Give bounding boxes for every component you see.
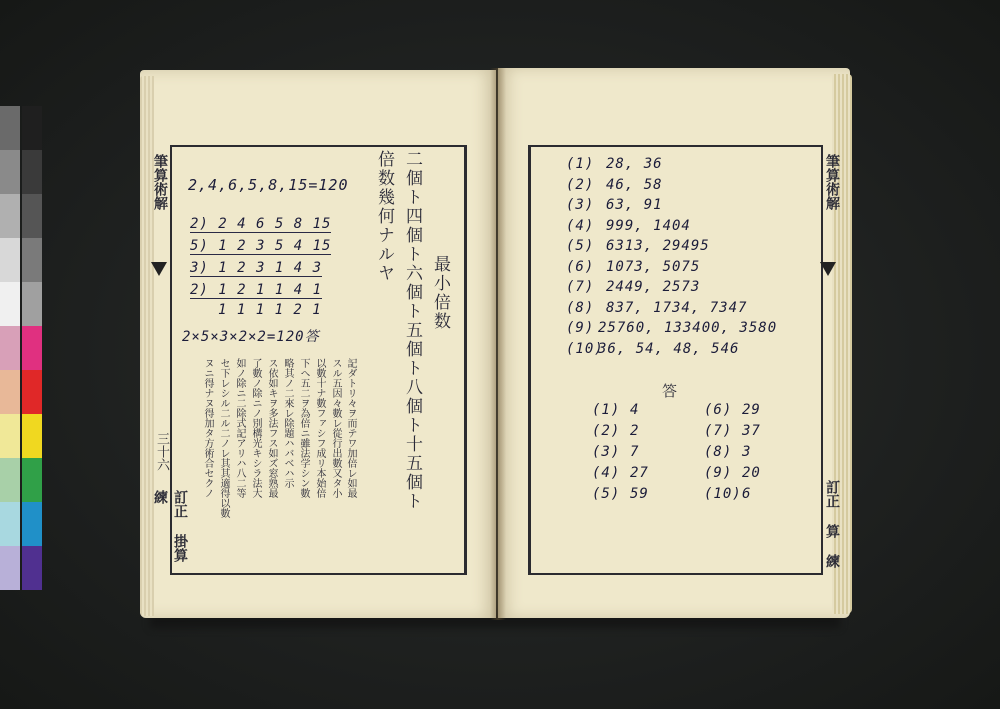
work-line-3: 5) 1 2 3 5 4 15 — [190, 238, 332, 254]
problem-values: 1073, 5075 — [606, 258, 701, 275]
problem-number: (2) — [566, 176, 595, 193]
right-triangle-mark — [820, 262, 836, 276]
color-swatch — [22, 282, 42, 326]
note-col-9: セ下レシル二ル二ノレ其其適得以數 — [218, 358, 229, 518]
color-swatch — [0, 194, 20, 238]
problem-values: 63, 91 — [606, 197, 663, 213]
answer-value: 20 — [742, 465, 761, 481]
work-line-2: 2) 2 4 6 5 8 15 — [190, 216, 332, 232]
problem-values: 6313, 29495 — [606, 238, 710, 254]
problem-values: 36, 54, 48, 546 — [598, 340, 740, 357]
question-text: 二個ト四個ト六個ト五個ト八個ト十五個ト — [402, 150, 422, 511]
book-gutter — [490, 68, 506, 620]
color-swatch — [22, 106, 42, 150]
right-hashira-footer: 訂正 算 練 — [824, 480, 840, 568]
answer-number: (6) — [704, 402, 733, 418]
problem-values: 2449, 2573 — [606, 279, 701, 295]
answer-value: 27 — [630, 465, 649, 481]
problem-number: (1) — [566, 156, 595, 172]
color-swatch — [0, 282, 20, 326]
answer-number: (1) — [592, 402, 621, 418]
work-line-5: 2) 1 2 1 1 4 1 — [190, 282, 323, 298]
question-ask: 倍数幾何ナルヤ — [374, 150, 394, 283]
color-swatch — [0, 370, 20, 414]
color-swatch — [0, 546, 20, 590]
answer-value: 2 — [630, 423, 640, 439]
work-line-4: 3) 1 2 3 1 4 3 — [190, 260, 323, 276]
note-col-4: 下へ五二ヲ為倍ニ雖法学シン數 — [298, 358, 309, 498]
problem-number: (6) — [566, 258, 595, 275]
answer-number: (8) — [704, 444, 733, 460]
problem-number: (7) — [566, 279, 595, 295]
answer-number: (9) — [704, 465, 733, 481]
color-swatch — [0, 238, 20, 282]
left-triangle-mark — [151, 262, 167, 276]
answer-value: 37 — [742, 423, 761, 439]
left-hashira-title: 筆算術解 — [152, 154, 168, 210]
problem-values: 28, 36 — [606, 156, 663, 172]
color-swatch — [22, 238, 42, 282]
note-col-7: 了數ノ除ニノ別構光キシラ法大 — [250, 358, 261, 498]
note-col-5: 略其ノ二來レ除題ハバベハ示 — [282, 358, 293, 488]
answer-value: 7 — [630, 444, 640, 460]
note-col-10: ヌニ得ナヌ得加タ方術合セクノ — [202, 358, 213, 498]
color-swatch — [22, 370, 42, 414]
answer-number: (4) — [592, 465, 621, 481]
work-line-6: 1 1 1 1 2 1 — [218, 302, 322, 318]
color-swatch — [0, 106, 20, 150]
answer-value: 3 — [742, 444, 752, 460]
problem-number: (9) — [566, 320, 595, 336]
note-col-8: 如ノ除ニ二除式記アリハ八二等 — [234, 358, 245, 498]
color-swatch — [22, 458, 42, 502]
note-col-2: スル五因々數レ從行出數又タ小 — [330, 358, 341, 498]
color-swatch — [22, 414, 42, 458]
problem-values: 837, 1734, 7347 — [606, 299, 748, 316]
answer-value: 59 — [630, 486, 649, 502]
answer-number: (3) — [592, 444, 621, 460]
color-swatch — [0, 502, 20, 546]
problem-values: 999, 1404 — [606, 217, 691, 234]
result-line: 2×5×3×2×2=120答 — [182, 329, 320, 345]
left-hashira-footer: 訂正 掛算 練 — [152, 490, 188, 562]
color-swatch — [0, 458, 20, 502]
answers-title: 答 — [662, 382, 678, 400]
problem-number: (3) — [566, 197, 595, 213]
problem-number: (8) — [566, 299, 595, 316]
color-swatch — [22, 502, 42, 546]
answer-value: 4 — [630, 402, 640, 418]
left-hashira — [148, 150, 188, 570]
note-col-6: ス依如キヲ多法フス如ズ窓熟最 — [266, 358, 277, 498]
color-swatch — [22, 326, 42, 370]
color-swatch — [22, 194, 42, 238]
answer-number: (2) — [592, 423, 621, 439]
problem-number: (10) — [566, 340, 604, 357]
left-page-number: 三十六 — [154, 432, 169, 471]
problem-number: (4) — [566, 217, 595, 234]
problem-values: 46, 58 — [606, 176, 663, 193]
note-col-3: 以數十ナ數ファシフ成リ本始倍 — [314, 358, 325, 498]
answer-value: 29 — [742, 402, 761, 418]
work-line-1: 2,4,6,5,8,15=120 — [188, 176, 349, 194]
answer-value: 6 — [742, 486, 752, 502]
right-hashira-title: 筆算術解 — [824, 154, 840, 210]
answer-number: (7) — [704, 423, 733, 439]
color-swatch — [0, 326, 20, 370]
color-swatch — [0, 414, 20, 458]
answer-number: (5) — [592, 486, 621, 502]
color-swatch — [0, 150, 20, 194]
answer-number: (10) — [704, 486, 742, 502]
question-lcm: 最小倍数 — [430, 255, 450, 331]
color-swatch — [22, 150, 42, 194]
problem-values: 25760, 133400, 3580 — [598, 320, 778, 336]
color-checker — [0, 106, 44, 596]
note-col-1: 記ダトリ々ヲ而テワ加倍レ如最 — [345, 358, 356, 498]
color-swatch — [22, 546, 42, 590]
problem-number: (5) — [566, 238, 595, 254]
right-hashira — [818, 150, 844, 570]
